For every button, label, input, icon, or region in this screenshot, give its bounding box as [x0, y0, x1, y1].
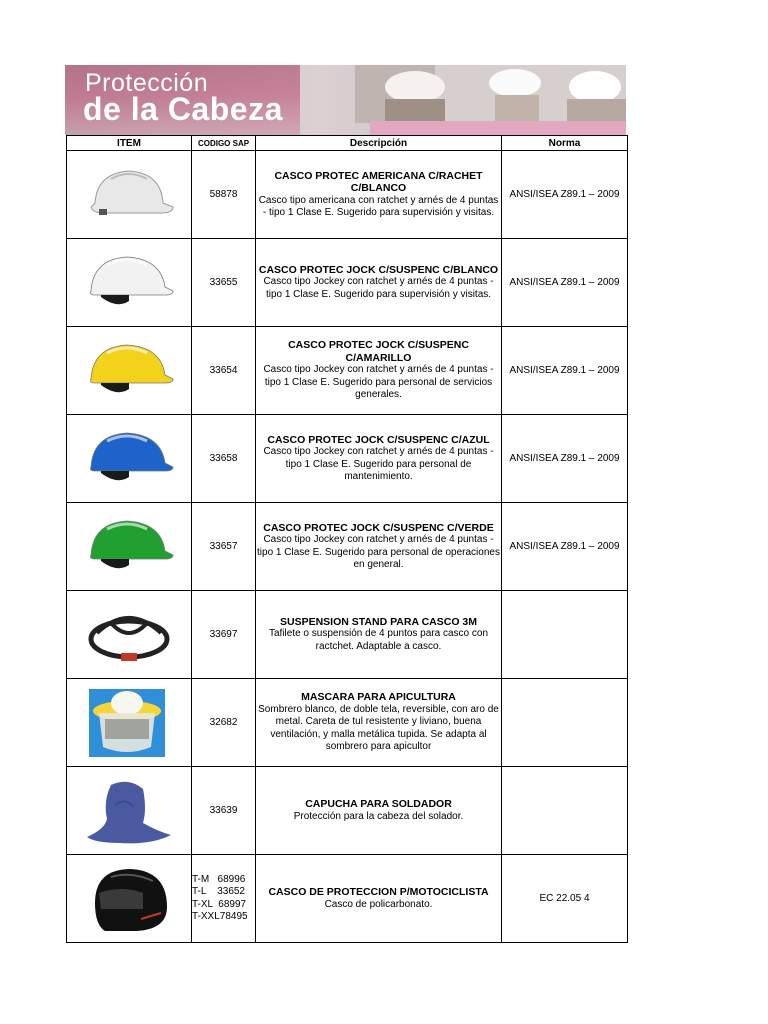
product-code: 58878 [192, 151, 256, 239]
table-row [67, 327, 628, 415]
table-row [67, 503, 628, 591]
product-norm [502, 767, 628, 855]
product-title: CASCO PROTEC JOCK C/SUSPENC C/BLANCO [258, 263, 499, 276]
green-jockey-helmet-icon [81, 511, 177, 583]
product-title: CASCO PROTEC JOCK C/SUSPENC C/AMARILLO [288, 339, 469, 364]
product-norm [502, 679, 628, 767]
product-image-cell [67, 591, 192, 679]
product-description [256, 679, 502, 767]
column-header-description: Descripción [256, 136, 502, 151]
product-image-cell [67, 679, 192, 767]
product-title: CAPUCHA PARA SOLDADOR [305, 798, 452, 810]
product-title: CASCO PROTEC JOCK C/SUSPENC C/VERDE [263, 521, 494, 534]
product-text: Protección para la cabeza del solador. [293, 810, 464, 822]
table-row [67, 591, 628, 679]
product-norm: ANSI/ISEA Z89.1 – 2009 [502, 415, 628, 503]
product-text: Sombrero blanco, de doble tela, reversible, con aro de metal. Careta de tul resistente y liviano, buena ventilación, y malla metálica tupida. Se adapta al sombrero para apicultor [258, 703, 499, 753]
size-code: T-L 33652 [192, 886, 245, 897]
product-code: 32682 [192, 679, 256, 767]
product-image-cell [67, 855, 192, 943]
table-row [67, 415, 628, 503]
product-norm: ANSI/ISEA Z89.1 – 2009 [502, 503, 628, 591]
product-image-cell [67, 151, 192, 239]
product-text: Casco tipo americana con ratchet y arnés de 4 puntas - tipo 1 Clase E. Sugerido para supervisión y visitas. [258, 194, 499, 218]
banner-photo [355, 65, 626, 123]
welding-hood-icon [81, 775, 177, 847]
page-title-line1: Protección [85, 69, 209, 97]
page-title-line2: de la Cabeza [83, 91, 283, 127]
product-code: 33697 [192, 591, 256, 679]
size-code: T-XXL78495 [192, 911, 248, 922]
product-description [256, 415, 502, 503]
blue-jockey-helmet-icon [81, 423, 177, 495]
product-image-cell [67, 415, 192, 503]
size-code: T-XL 68997 [192, 898, 247, 910]
white-american-helmet-icon [81, 159, 177, 231]
banner-pink-bar [370, 121, 626, 135]
white-jockey-helmet-icon [81, 247, 177, 319]
table-row [67, 855, 628, 943]
motorcycle-helmet-icon [81, 863, 177, 935]
product-description [256, 239, 502, 327]
column-header-item: ITEM [67, 136, 192, 151]
product-text: Casco de policarbonato. [324, 898, 433, 910]
product-title: CASCO DE PROTECCION P/MOTOCICLISTA [268, 886, 489, 898]
product-code-list [192, 855, 256, 943]
product-norm: EC 22.05 4 [502, 855, 628, 943]
yellow-jockey-helmet-icon [81, 335, 177, 407]
product-text: Casco tipo Jockey con ratchet y arnés de 4 puntas - tipo 1 Clase E. Sugerido para personal de operaciones en general. [257, 534, 500, 570]
product-description [256, 327, 502, 415]
product-norm [502, 591, 628, 679]
product-title: SUSPENSION STAND PARA CASCO 3M [280, 615, 477, 628]
product-text: Casco tipo Jockey con ratchet y arnés de 4 puntas - tipo 1 Clase E. Sugerido para personal de servicios generales. [263, 364, 494, 401]
product-image-cell [67, 767, 192, 855]
product-code: 33657 [192, 503, 256, 591]
column-header-norm: Norma [502, 136, 628, 151]
product-image-cell [67, 503, 192, 591]
product-norm: ANSI/ISEA Z89.1 – 2009 [502, 239, 628, 327]
product-table [66, 135, 628, 943]
product-code: 33655 [192, 239, 256, 327]
product-norm: ANSI/ISEA Z89.1 – 2009 [502, 327, 628, 415]
table-header-row [67, 136, 628, 151]
product-norm: ANSI/ISEA Z89.1 – 2009 [502, 151, 628, 239]
product-description [256, 151, 502, 239]
product-image-cell [67, 327, 192, 415]
product-title: CASCO PROTEC JOCK C/SUSPENC C/AZUL [267, 433, 490, 446]
product-title: CASCO PROTEC AMERICANA C/RACHET C/BLANCO [274, 169, 483, 194]
product-text: Tafilete o suspensión de 4 puntos para casco con ractchet. Adaptable a casco. [268, 628, 489, 652]
product-image-cell [67, 239, 192, 327]
product-description [256, 767, 502, 855]
product-description [256, 855, 502, 943]
product-code: 33654 [192, 327, 256, 415]
size-code: T-M 68996 [192, 873, 246, 885]
product-description [256, 503, 502, 591]
column-header-code: CODIGO SAP [192, 136, 256, 151]
header-banner [65, 65, 626, 135]
product-title: MASCARA PARA APICULTURA [301, 691, 456, 704]
product-code: 33658 [192, 415, 256, 503]
table-row [67, 767, 628, 855]
product-text: Casco tipo Jockey con ratchet y arnés de 4 puntas - tipo 1 Clase E. Sugerido para supervisión y visitas. [263, 276, 494, 300]
table-row [67, 151, 628, 239]
product-description [256, 591, 502, 679]
beekeeping-mask-icon [81, 687, 177, 759]
product-code: 33639 [192, 767, 256, 855]
product-text: Casco tipo Jockey con ratchet y arnés de 4 puntas - tipo 1 Clase E. Sugerido para personal de mantenimiento. [263, 446, 494, 482]
helmet-suspension-icon [81, 599, 177, 671]
table-row [67, 239, 628, 327]
table-row [67, 679, 628, 767]
